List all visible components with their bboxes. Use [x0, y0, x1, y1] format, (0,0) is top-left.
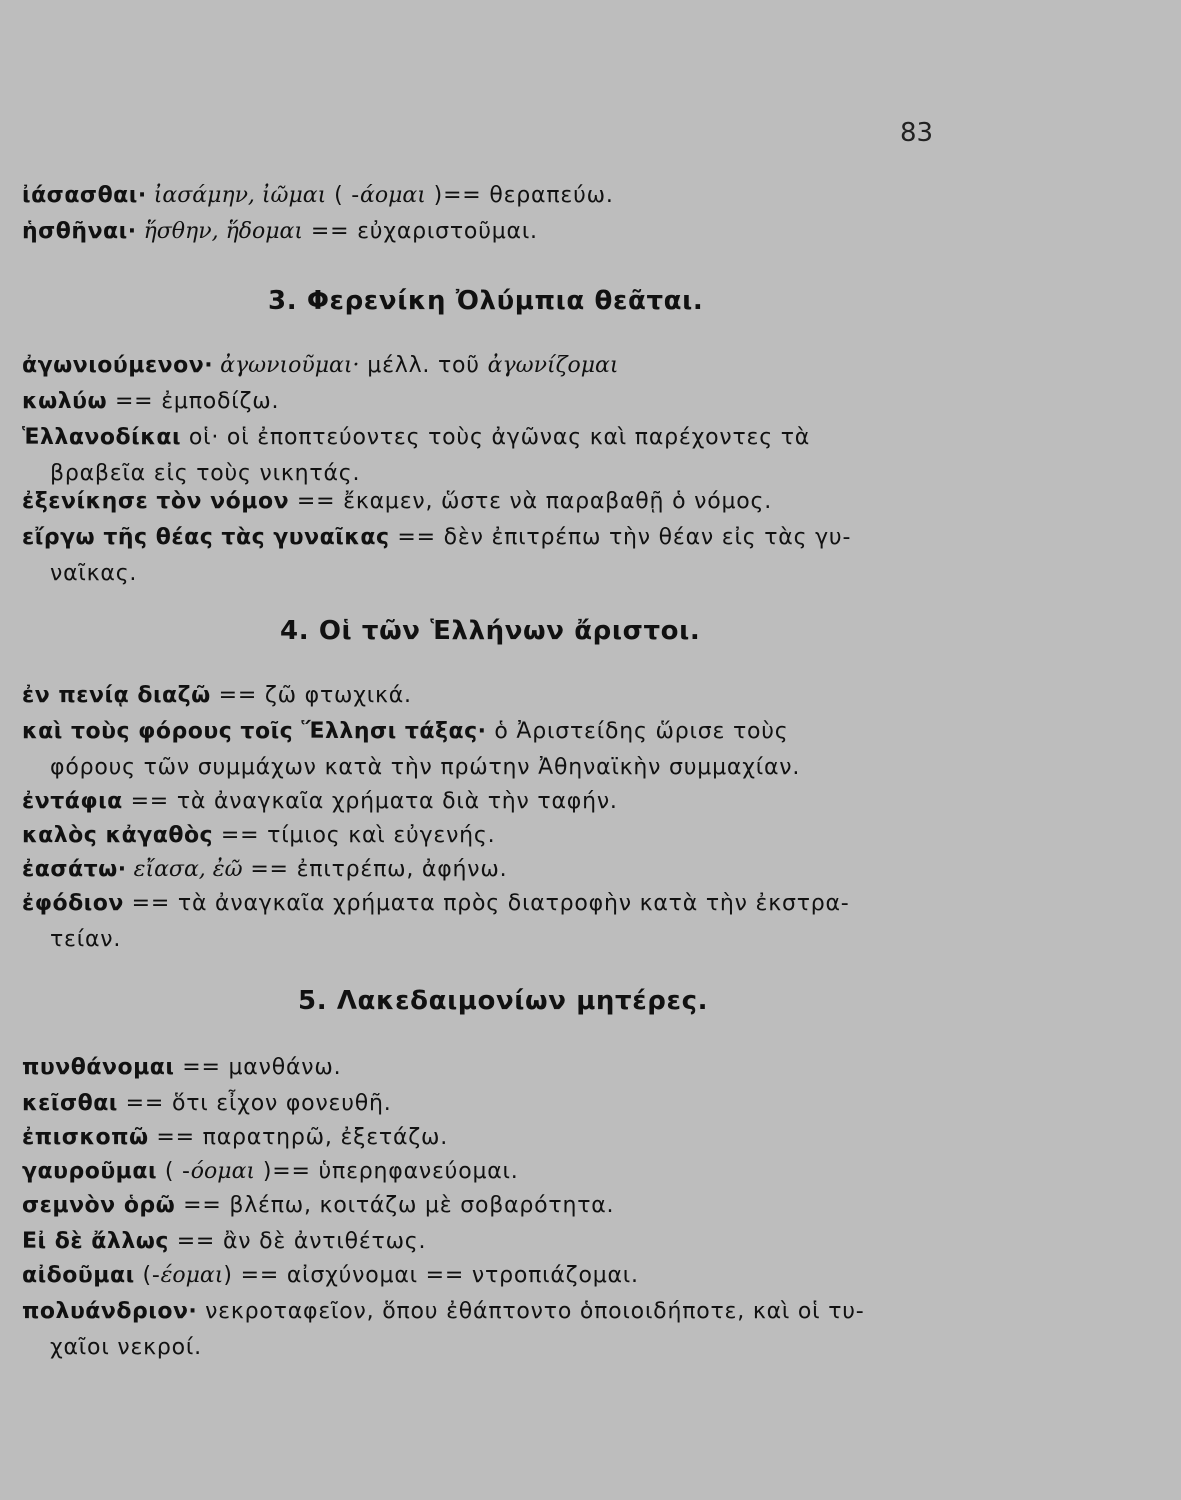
glossary-entry [22, 1154, 962, 1190]
glossary-entry [22, 1086, 962, 1122]
entry-line [22, 891, 850, 916]
entry-term: Εἰ δὲ ἄλλως [22, 1229, 169, 1254]
entry-line [22, 489, 772, 514]
glossary-entry [22, 178, 962, 214]
entry-definition: )== ὑπερηφανεύομαι. [255, 1159, 519, 1184]
entry-definition: == ζῶ φτωχικά. [210, 683, 412, 708]
entry-definition: == ἔκαμεν, ὥστε νὰ παραβαθῇ ὁ νόμος. [289, 489, 773, 514]
entry-definition: μέλλ. τοῦ [359, 353, 488, 378]
entry-italic-form: όομαι [190, 1159, 256, 1184]
entry-line [22, 1091, 392, 1116]
entry-continuation: χαῖοι νεκροί. [50, 1335, 202, 1360]
entry-definition: == ἐμποδίζω. [107, 389, 280, 414]
entry-definition: νεκροταφεῖον, ὅπου ἐθάπτοντο ὁποιοιδήποτε, καὶ οἱ τυ- [197, 1299, 865, 1324]
glossary-entry [22, 520, 962, 592]
entry-definition: )== θεραπεύω. [425, 183, 614, 208]
entry-term: πολυάνδριον· [22, 1299, 198, 1324]
entry-line [22, 1159, 519, 1184]
glossary-entry [22, 852, 962, 888]
entry-definition: οἱ· οἱ ἐποπτεύοντες τοὺς ἀγῶνας καὶ παρέχοντες τὰ [181, 425, 811, 450]
entry-line [22, 683, 412, 708]
entry-line [22, 425, 810, 450]
entry-line [22, 1055, 341, 1080]
entry-continuation: ναῖκας. [50, 561, 138, 586]
entry-definition: == ὅτι εἶχον φονευθῆ. [117, 1091, 392, 1116]
entry-line [22, 1299, 865, 1324]
glossary-entry [22, 348, 962, 384]
entry-term: Ἑλλανοδίκαι [22, 425, 182, 450]
entry-term: ἰάσασθαι· [22, 183, 147, 208]
entry-term: κεῖσθαι [22, 1091, 118, 1116]
glossary-entry [22, 1188, 962, 1224]
entry-line [22, 219, 538, 244]
entry-italic-form: ἰασάμην, ἰῶμαι [146, 183, 327, 208]
glossary-entry [22, 1294, 962, 1366]
entry-line [22, 1263, 639, 1288]
entry-definition: ( - [326, 183, 360, 208]
entry-term: αἰδοῦμαι [22, 1263, 135, 1288]
entry-term: ἐπισκοπῶ [22, 1125, 149, 1150]
entry-term: ἀγωνιούμενον· [22, 353, 214, 378]
glossary-entry [22, 1258, 962, 1294]
entry-line [22, 857, 507, 882]
entry-term: ἡσθῆναι· [22, 219, 137, 244]
entry-term: καὶ τοὺς φόρους τοῖς Ἕλλησι τάξας· [22, 719, 487, 744]
glossary-entry [22, 214, 962, 250]
entry-definition: == μανθάνω. [174, 1055, 342, 1080]
entry-continuation: βραβεῖα εἰς τοὺς νικητάς. [50, 461, 361, 486]
entry-definition: ) == αἰσχύνομαι == ντροπιάζομαι. [223, 1263, 639, 1288]
entry-definition: == ἐπιτρέπω, ἀφήνω. [242, 857, 508, 882]
entry-term: κωλύω [22, 389, 108, 414]
glossary-entry [22, 678, 962, 714]
entry-line [22, 1229, 426, 1254]
entry-definition: == παρατηρῶ, ἐξετάζω. [148, 1125, 449, 1150]
entry-line [22, 183, 614, 208]
glossary-entry [22, 484, 962, 520]
entry-definition: ( - [157, 1159, 191, 1184]
entry-line [22, 1193, 614, 1218]
entry-line [22, 823, 495, 848]
entry-definition: == τίμιος καὶ εὐγενής. [213, 823, 496, 848]
entry-italic-form: ἀγωνίζομαι [487, 353, 619, 378]
glossary-entry [22, 1120, 962, 1156]
entry-continuation: τείαν. [50, 927, 122, 952]
glossary-entry [22, 420, 962, 492]
entry-term: σεμνὸν ὁρῶ [22, 1193, 176, 1218]
entry-definition: (- [134, 1263, 161, 1288]
section-heading: 4. Οἱ τῶν Ἑλλήνων ἄριστοι. [280, 616, 701, 646]
entry-italic-form: άομαι [360, 183, 426, 208]
glossary-entry [22, 384, 962, 420]
entry-italic-form: εἴασα, ἐῶ [126, 857, 243, 882]
glossary-entry [22, 1224, 962, 1260]
entry-line [22, 789, 618, 814]
entry-term: γαυροῦμαι [22, 1159, 158, 1184]
glossary-entry [22, 1050, 962, 1086]
entry-line [22, 525, 851, 550]
entry-italic-form: ἀγωνιοῦμαι· [213, 353, 360, 378]
entry-definition: == τὰ ἀναγκαῖα χρήματα πρὸς διατροφὴν κατὰ τὴν ἐκστρα- [123, 891, 850, 916]
glossary-entry [22, 784, 962, 820]
section-heading: 5. Λακεδαιμονίων μητέρες. [298, 986, 709, 1016]
entry-term: ἐξενίκησε τὸν νόμον [22, 489, 290, 514]
entry-definition: == τὰ ἀναγκαῖα χρήματα διὰ τὴν ταφήν. [122, 789, 618, 814]
entry-italic-form: ἥσθην, ἥδομαι [136, 219, 304, 244]
entry-line [22, 389, 279, 414]
entry-term: εἴργω τῆς θέας τὰς γυναῖκας [22, 525, 390, 550]
entry-term: πυνθάνομαι [22, 1055, 175, 1080]
entry-definition: == εὐχαριστοῦμαι. [303, 219, 538, 244]
entry-term: ἐασάτω· [22, 857, 127, 882]
entry-definition: == δὲν ἐπιτρέπω τὴν θέαν εἰς τὰς γυ- [389, 525, 852, 550]
entry-definition: == ἂν δὲ ἀντιθέτως. [168, 1229, 427, 1254]
glossary-entry [22, 818, 962, 854]
section-heading: 3. Φερενίκη Ὀλύμπια θεᾶται. [268, 286, 704, 316]
entry-definition: ὁ Ἀριστείδης ὥρισε τοὺς [486, 719, 789, 744]
entry-continuation: φόρους τῶν συμμάχων κατὰ τὴν πρώτην Ἀθηναϊκὴν συμμαχίαν. [50, 755, 801, 780]
glossary-entry [22, 886, 962, 958]
entry-line [22, 719, 789, 744]
glossary-entry [22, 714, 962, 786]
entry-term: ἐντάφια [22, 789, 123, 814]
entry-line [22, 1125, 448, 1150]
page-number: 83 [900, 118, 934, 148]
entry-italic-form: έομαι [160, 1263, 224, 1288]
entry-term: ἐν πενίᾳ διαζῶ [22, 683, 211, 708]
entry-term: ἐφόδιον [22, 891, 124, 916]
entry-term: καλὸς κἀγαθὸς [22, 823, 214, 848]
entry-line [22, 353, 619, 378]
entry-definition: == βλέπω, κοιτάζω μὲ σοβαρότητα. [175, 1193, 615, 1218]
